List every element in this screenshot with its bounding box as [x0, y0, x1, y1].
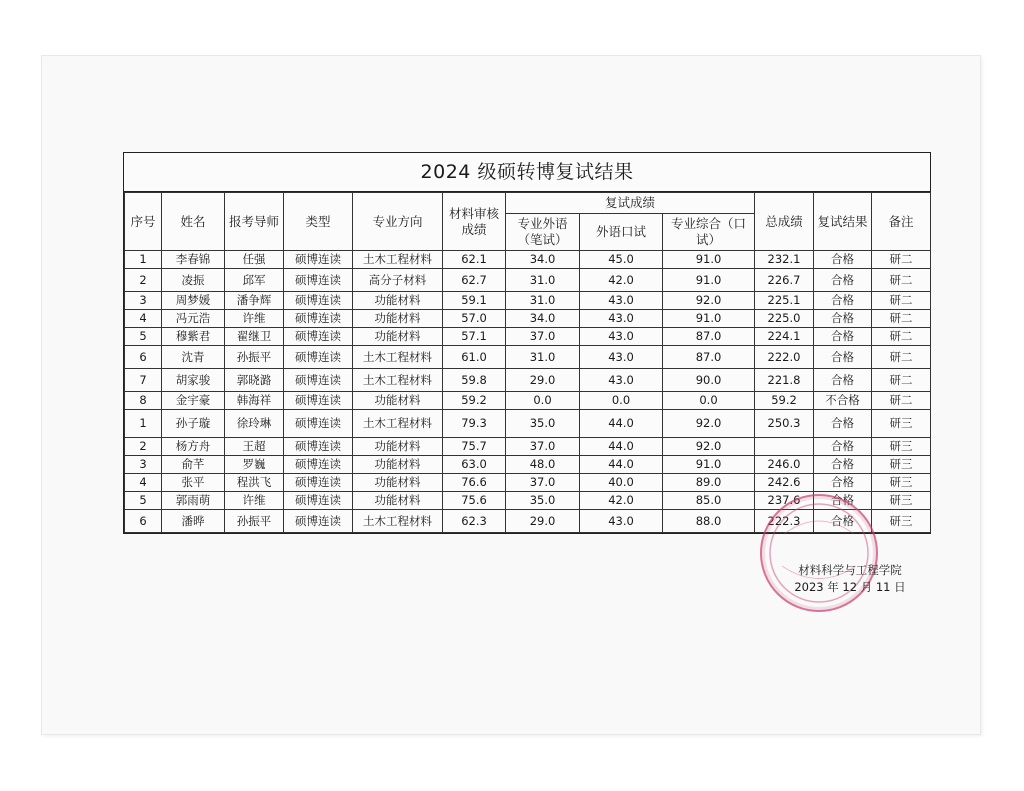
cell-advisor: 孙振平 [225, 346, 284, 369]
cell-direction: 高分子材料 [353, 269, 443, 292]
cell-written: 31.0 [506, 292, 580, 310]
cell-type: 硕博连读 [284, 310, 353, 328]
cell-name: 凌振 [162, 269, 225, 292]
cell-name: 俞芊 [162, 456, 225, 474]
cell-name: 潘晔 [162, 510, 225, 533]
cell-oral: 43.0 [580, 510, 663, 533]
cell-result: 合格 [814, 510, 872, 533]
cell-advisor: 孙振平 [225, 510, 284, 533]
cell-type: 硕博连读 [284, 251, 353, 269]
cell-advisor: 郭晓潞 [225, 369, 284, 392]
cell-type: 硕博连读 [284, 438, 353, 456]
cell-oral: 44.0 [580, 456, 663, 474]
cell-comprehensive: 85.0 [663, 492, 755, 510]
cell-type: 硕博连读 [284, 392, 353, 410]
table-row [125, 292, 931, 310]
cell-direction: 土木工程材料 [353, 251, 443, 269]
cell-comprehensive: 91.0 [663, 269, 755, 292]
cell-result: 合格 [814, 292, 872, 310]
table-row [125, 474, 931, 492]
cell-material: 63.0 [443, 456, 506, 474]
cell-type: 硕博连读 [284, 456, 353, 474]
cell-comprehensive: 0.0 [663, 392, 755, 410]
cell-advisor: 翟继卫 [225, 328, 284, 346]
cell-remark: 研三 [872, 492, 931, 510]
cell-written: 0.0 [506, 392, 580, 410]
cell-direction: 功能材料 [353, 492, 443, 510]
cell-material: 62.7 [443, 269, 506, 292]
table-row [125, 410, 931, 438]
cell-comprehensive: 92.0 [663, 438, 755, 456]
cell-direction: 功能材料 [353, 392, 443, 410]
table-row [125, 328, 931, 346]
cell-total: 250.3 [755, 410, 814, 438]
cell-comprehensive: 91.0 [663, 310, 755, 328]
signature-block [780, 562, 920, 596]
cell-direction: 功能材料 [353, 328, 443, 346]
cell-total: 59.2 [755, 392, 814, 410]
cell-comprehensive: 91.0 [663, 251, 755, 269]
cell-total: 232.1 [755, 251, 814, 269]
cell-name: 穆紫君 [162, 328, 225, 346]
cell-material: 75.7 [443, 438, 506, 456]
cell-written: 35.0 [506, 410, 580, 438]
cell-oral: 40.0 [580, 474, 663, 492]
cell-oral: 42.0 [580, 492, 663, 510]
cell-total: 224.1 [755, 328, 814, 346]
cell-material: 76.6 [443, 474, 506, 492]
cell-type: 硕博连读 [284, 292, 353, 310]
cell-name: 孙子璇 [162, 410, 225, 438]
cell-oral: 43.0 [580, 346, 663, 369]
cell-material: 62.3 [443, 510, 506, 533]
cell-comprehensive: 87.0 [663, 346, 755, 369]
cell-remark: 研二 [872, 328, 931, 346]
cell-written: 31.0 [506, 346, 580, 369]
cell-advisor: 徐玲琳 [225, 410, 284, 438]
cell-remark: 研二 [872, 269, 931, 292]
org-name: 材料科学与工程学院 [798, 563, 902, 577]
header-name: 姓名 [162, 193, 225, 251]
cell-index: 2 [125, 438, 162, 456]
table-row [125, 346, 931, 369]
cell-material: 62.1 [443, 251, 506, 269]
cell-direction: 功能材料 [353, 438, 443, 456]
header-material-score: 材料审核成绩 [443, 193, 506, 251]
cell-material: 59.1 [443, 292, 506, 310]
cell-result: 合格 [814, 269, 872, 292]
cell-comprehensive: 90.0 [663, 369, 755, 392]
cell-remark: 研二 [872, 310, 931, 328]
cell-type: 硕博连读 [284, 346, 353, 369]
cell-written: 35.0 [506, 492, 580, 510]
cell-comprehensive: 88.0 [663, 510, 755, 533]
cell-name: 郭雨萌 [162, 492, 225, 510]
cell-oral: 44.0 [580, 410, 663, 438]
cell-advisor: 罗巍 [225, 456, 284, 474]
cell-index: 5 [125, 492, 162, 510]
cell-written: 37.0 [506, 474, 580, 492]
cell-remark: 研三 [872, 456, 931, 474]
table-body [125, 251, 931, 533]
cell-remark: 研三 [872, 510, 931, 533]
header-remark: 备注 [872, 193, 931, 251]
table-row [125, 456, 931, 474]
cell-index: 6 [125, 510, 162, 533]
cell-direction: 功能材料 [353, 292, 443, 310]
cell-material: 57.0 [443, 310, 506, 328]
cell-total: 237.6 [755, 492, 814, 510]
cell-advisor: 韩海祥 [225, 392, 284, 410]
table-row [125, 251, 931, 269]
cell-name: 李春锦 [162, 251, 225, 269]
cell-type: 硕博连读 [284, 369, 353, 392]
cell-advisor: 潘争辉 [225, 292, 284, 310]
cell-comprehensive: 87.0 [663, 328, 755, 346]
table-row [125, 269, 931, 292]
cell-index: 5 [125, 328, 162, 346]
header-advisor: 报考导师 [225, 193, 284, 251]
header-result: 复试结果 [814, 193, 872, 251]
cell-result: 合格 [814, 410, 872, 438]
cell-comprehensive: 92.0 [663, 410, 755, 438]
cell-advisor: 邱军 [225, 269, 284, 292]
cell-material: 61.0 [443, 346, 506, 369]
cell-direction: 土木工程材料 [353, 510, 443, 533]
cell-name: 张平 [162, 474, 225, 492]
cell-total: 242.6 [755, 474, 814, 492]
cell-oral: 0.0 [580, 392, 663, 410]
table-row [125, 310, 931, 328]
cell-written: 29.0 [506, 369, 580, 392]
cell-result: 合格 [814, 369, 872, 392]
cell-advisor: 许维 [225, 492, 284, 510]
cell-written: 31.0 [506, 269, 580, 292]
cell-total: 226.7 [755, 269, 814, 292]
cell-result: 合格 [814, 438, 872, 456]
header-written-foreign: 专业外语（笔试） [506, 214, 580, 251]
cell-result: 合格 [814, 251, 872, 269]
cell-total: 221.8 [755, 369, 814, 392]
cell-index: 3 [125, 456, 162, 474]
cell-remark: 研二 [872, 292, 931, 310]
cell-index: 4 [125, 310, 162, 328]
cell-written: 29.0 [506, 510, 580, 533]
cell-remark: 研三 [872, 474, 931, 492]
cell-direction: 土木工程材料 [353, 369, 443, 392]
issue-date: 2023 年 12 月 11 日 [794, 580, 906, 594]
cell-index: 3 [125, 292, 162, 310]
header-retest-group: 复试成绩 [506, 193, 755, 214]
cell-total: 225.1 [755, 292, 814, 310]
cell-advisor: 任强 [225, 251, 284, 269]
cell-result: 合格 [814, 492, 872, 510]
cell-type: 硕博连读 [284, 269, 353, 292]
cell-direction: 土木工程材料 [353, 346, 443, 369]
cell-type: 硕博连读 [284, 410, 353, 438]
cell-written: 37.0 [506, 438, 580, 456]
cell-result: 合格 [814, 310, 872, 328]
cell-written: 34.0 [506, 251, 580, 269]
cell-result: 合格 [814, 346, 872, 369]
header-oral-foreign: 外语口试 [580, 214, 663, 251]
cell-result: 合格 [814, 456, 872, 474]
cell-direction: 功能材料 [353, 474, 443, 492]
cell-index: 1 [125, 410, 162, 438]
table-row [125, 392, 931, 410]
cell-index: 4 [125, 474, 162, 492]
header-direction: 专业方向 [353, 193, 443, 251]
cell-index: 7 [125, 369, 162, 392]
cell-oral: 44.0 [580, 438, 663, 456]
table-row [125, 369, 931, 392]
cell-type: 硕博连读 [284, 474, 353, 492]
cell-oral: 43.0 [580, 369, 663, 392]
header-index: 序号 [125, 193, 162, 251]
cell-type: 硕博连读 [284, 510, 353, 533]
cell-index: 6 [125, 346, 162, 369]
cell-oral: 43.0 [580, 310, 663, 328]
cell-material: 59.8 [443, 369, 506, 392]
cell-oral: 43.0 [580, 292, 663, 310]
cell-direction: 土木工程材料 [353, 410, 443, 438]
cell-material: 79.3 [443, 410, 506, 438]
header-comprehensive: 专业综合（口试） [663, 214, 755, 251]
cell-name: 金宇豪 [162, 392, 225, 410]
cell-index: 8 [125, 392, 162, 410]
cell-written: 37.0 [506, 328, 580, 346]
cell-index: 2 [125, 269, 162, 292]
cell-total: 225.0 [755, 310, 814, 328]
cell-comprehensive: 91.0 [663, 456, 755, 474]
cell-advisor: 许维 [225, 310, 284, 328]
cell-index: 1 [125, 251, 162, 269]
cell-advisor: 程洪飞 [225, 474, 284, 492]
cell-material: 75.6 [443, 492, 506, 510]
cell-remark: 研二 [872, 369, 931, 392]
cell-total: 222.0 [755, 346, 814, 369]
cell-remark: 研二 [872, 251, 931, 269]
page-title: 2024 级硕转博复试结果 [124, 153, 930, 192]
cell-result: 合格 [814, 474, 872, 492]
cell-advisor: 王超 [225, 438, 284, 456]
cell-comprehensive: 92.0 [663, 292, 755, 310]
cell-written: 48.0 [506, 456, 580, 474]
cell-name: 沈青 [162, 346, 225, 369]
cell-direction: 功能材料 [353, 456, 443, 474]
cell-name: 杨方舟 [162, 438, 225, 456]
cell-remark: 研三 [872, 410, 931, 438]
cell-total: 246.0 [755, 456, 814, 474]
header-type: 类型 [284, 193, 353, 251]
cell-result: 合格 [814, 328, 872, 346]
header-total: 总成绩 [755, 193, 814, 251]
cell-oral: 45.0 [580, 251, 663, 269]
cell-name: 冯元浩 [162, 310, 225, 328]
cell-comprehensive: 89.0 [663, 474, 755, 492]
cell-material: 59.2 [443, 392, 506, 410]
results-table-container [123, 152, 931, 534]
cell-total: 222.3 [755, 510, 814, 533]
cell-oral: 42.0 [580, 269, 663, 292]
cell-remark: 研二 [872, 392, 931, 410]
cell-written: 34.0 [506, 310, 580, 328]
cell-type: 硕博连读 [284, 328, 353, 346]
cell-remark: 研三 [872, 438, 931, 456]
cell-oral: 43.0 [580, 328, 663, 346]
cell-material: 57.1 [443, 328, 506, 346]
cell-direction: 功能材料 [353, 310, 443, 328]
cell-remark: 研二 [872, 346, 931, 369]
cell-total [755, 438, 814, 456]
cell-name: 胡家骏 [162, 369, 225, 392]
cell-name: 周梦媛 [162, 292, 225, 310]
cell-type: 硕博连读 [284, 492, 353, 510]
results-table [124, 192, 931, 533]
cell-result: 不合格 [814, 392, 872, 410]
table-row [125, 438, 931, 456]
